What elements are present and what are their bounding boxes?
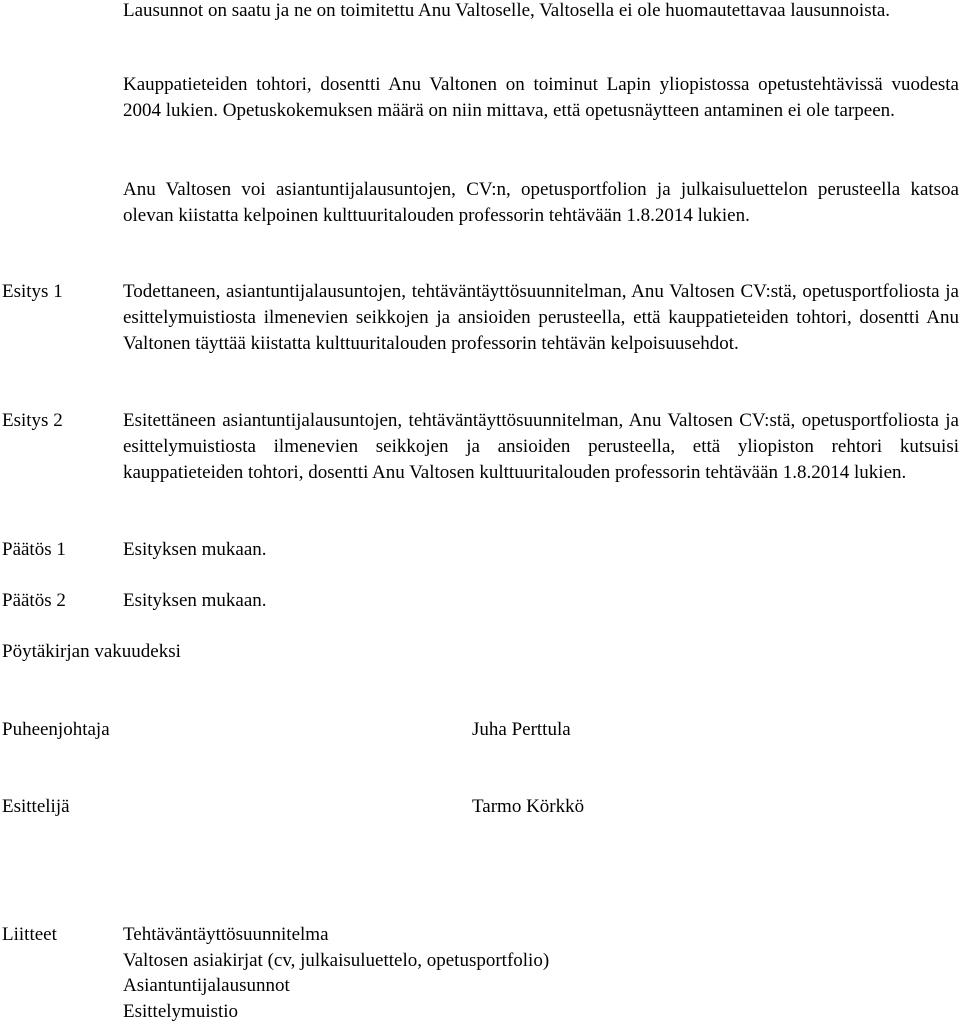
statement-paragraph: Lausunnot on saatu ja ne on toimitettu Anu Valtoselle, Valtosella ei ole huomautettavaa lausunnoista. (123, 0, 891, 21)
esitys-1-text: Todettaneen, asiantuntijalausuntojen, tehtäväntäyttösuunnitelman, Anu Valtosen CV:stä, opetusportfoliosta ja esittelymuistiosta ilmenevien seikkojen ja ansioiden perusteella, että kauppatieteiden tohtori, dosentti Anu Valtonen täyttää kiistatta kulttuuritalouden professorin tehtävän kelpoisuusehdot. (123, 281, 959, 354)
attachments-label: Liitteet (2, 924, 57, 945)
paatos-2-text: Esityksen mukaan. (123, 590, 267, 611)
presenter-name: Tarmo Körkkö (472, 796, 585, 817)
paatos-2-label: Päätös 2 (2, 590, 66, 611)
chair-name: Juha Perttula (472, 719, 571, 740)
minutes-certification-heading: Pöytäkirjan vakuudeksi (2, 641, 181, 662)
esitys-1-label: Esitys 1 (2, 281, 63, 302)
attachment-item: Esittelymuistio (123, 1000, 239, 1022)
attachments-list (123, 922, 549, 1024)
attachment-item: Asiantuntijalausunnot (123, 975, 290, 996)
presenter-role-label: Esittelijä (2, 796, 70, 817)
chair-role-label: Puheenjohtaja (2, 719, 110, 740)
paatos-1-text: Esityksen mukaan. (123, 539, 267, 560)
eligibility-paragraph: Anu Valtosen voi asiantuntijalausuntojen, CV:n, opetusportfolion ja julkaisuluettelon perusteella katsoa olevan kiistatta kelpoinen kulttuuritalouden professorin tehtävään 1.8.2014 lukien. (123, 179, 959, 226)
attachment-item: Tehtäväntäyttösuunnitelma (123, 924, 329, 945)
teaching-experience-paragraph: Kauppatieteiden tohtori, dosentti Anu Valtonen on toiminut Lapin yliopistossa opetustehtävissä vuodesta 2004 lukien. Opetuskokemuksen määrä on niin mittava, että opetusnäytteen antaminen ei ole tarpeen. (123, 74, 959, 121)
esitys-2-label: Esitys 2 (2, 410, 63, 431)
attachment-item: Valtosen asiakirjat (cv, julkaisuluettelo, opetusportfolio) (123, 949, 550, 971)
esitys-2-text: Esitettäneen asiantuntijalausuntojen, tehtäväntäyttösuunnitelman, Anu Valtosen CV:stä, opetusportfoliosta ja esittelymuistiosta ilmenevien seikkojen ja ansioiden perusteella, että yliopiston rehtori kutsuisi kauppatieteiden tohtori, dosentti Anu Valtosen kulttuuritalouden professorin tehtävään 1.8.2014 lukien. (123, 410, 959, 483)
paatos-1-label: Päätös 1 (2, 539, 66, 560)
